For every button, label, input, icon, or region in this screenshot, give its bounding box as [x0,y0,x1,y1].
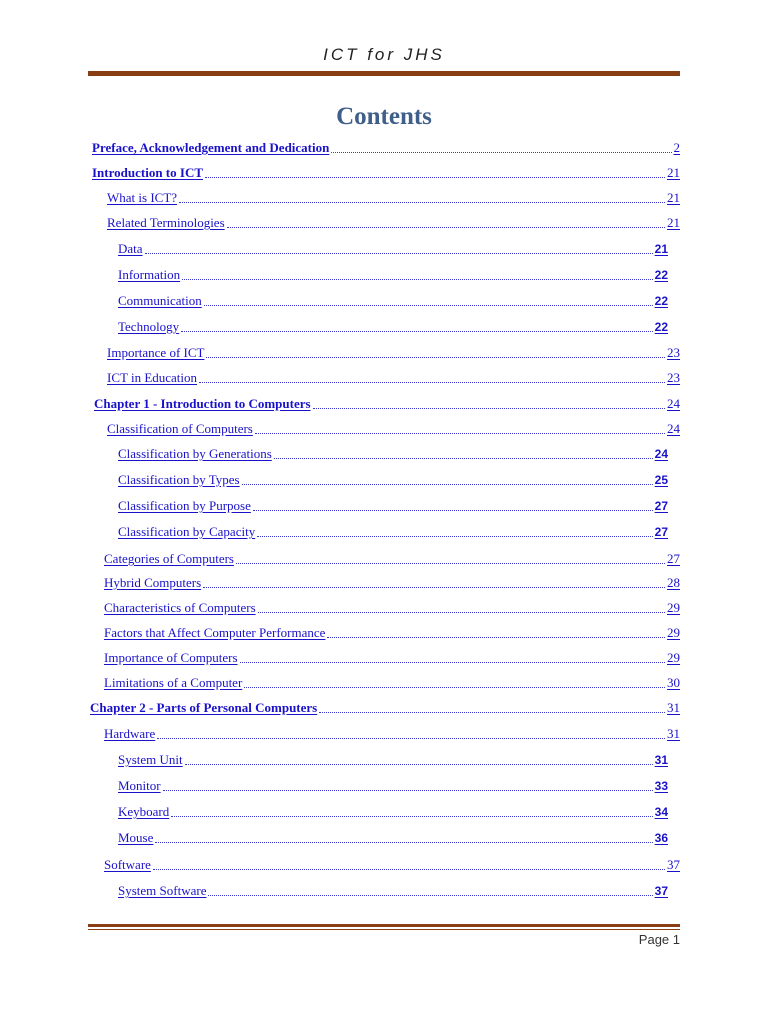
toc-leader [163,776,653,791]
toc-entry-label: Keyboard [118,804,170,819]
toc-leader [240,648,665,663]
toc-entry-characteristics-of-computers[interactable] [104,598,680,618]
toc-entry-categories-of-computers[interactable] [104,549,680,569]
toc-entry-page: 31 [654,753,668,767]
toc-leader [204,291,653,306]
toc-entry-factors-computer-performance[interactable] [104,623,680,643]
toc-entry-label: Classification by Generations [118,446,272,461]
toc-entry-system-unit[interactable] [118,750,668,770]
toc-entry-label: Software [104,857,151,872]
toc-leader [313,394,665,409]
toc-entry-page: 29 [667,650,680,665]
toc-entry-label: Classification by Types [118,472,240,487]
toc-leader [208,881,652,896]
toc-entry-page: 29 [667,625,680,640]
toc-entry-software[interactable] [104,855,680,875]
toc-entry-label: Preface, Acknowledgement and Dedication [92,140,330,155]
toc-leader [203,573,665,588]
toc-entry-label: Characteristics of Computers [104,600,256,615]
toc-entry-hardware[interactable] [104,724,680,744]
toc-entry-keyboard[interactable] [118,802,668,822]
toc-entry-page: 23 [667,345,680,360]
toc-entry-page: 22 [654,268,668,282]
toc-leader [145,239,653,254]
toc-entry-label: ICT in Education [107,370,198,385]
toc-entry-label: Communication [118,293,202,308]
toc-entry-label: Hardware [104,726,156,741]
toc-entry-label: Chapter 1 - Introduction to Computers [94,396,311,411]
toc-entry-chapter-1[interactable] [94,394,680,414]
toc-entry-page: 34 [654,805,668,819]
toc-entry-label: What is ICT? [107,190,178,205]
running-header: ICT for JHS [323,45,445,64]
footer-rule [88,924,680,927]
toc-entry-preface[interactable] [92,138,680,158]
header-rule [88,71,680,76]
toc-entry-label: Classification of Computers [107,421,253,436]
toc-entry-system-software[interactable] [118,881,668,901]
toc-entry-data[interactable] [118,239,668,259]
toc-leader [257,522,652,537]
toc-entry-label: Monitor [118,778,161,793]
toc-entry-introduction-to-ict[interactable] [92,163,680,183]
toc-entry-page: 21 [667,165,680,180]
toc-leader [242,470,653,485]
toc-entry-page: 30 [667,675,680,690]
toc-entry-monitor[interactable] [118,776,668,796]
toc-entry-page: 37 [654,884,668,898]
toc-leader [206,343,665,358]
toc-entry-label: Technology [118,319,180,334]
toc-entry-label: Importance of Computers [104,650,238,665]
toc-entry-what-is-ict[interactable] [107,188,680,208]
toc-entry-importance-of-computers[interactable] [104,648,680,668]
toc-entry-page: 29 [667,600,680,615]
toc-entry-page: 24 [667,396,680,411]
toc-entry-label: Information [118,267,181,282]
toc-entry-chapter-2[interactable] [90,698,680,718]
toc-leader [157,724,665,739]
toc-leader [179,188,665,203]
toc-entry-page: 24 [667,421,680,436]
toc-entry-label: Data [118,241,143,256]
toc-entry-label: Chapter 2 - Parts of Personal Computers [90,700,318,715]
toc-entry-importance-of-ict[interactable] [107,343,680,363]
page-title: Contents [336,103,432,130]
toc-leader [244,673,665,688]
toc-entry-label: System Unit [118,752,183,767]
toc-entry-classification-by-capacity[interactable] [118,522,668,542]
toc-entry-label: Related Terminologies [107,215,225,230]
toc-entry-ict-in-education[interactable] [107,368,680,388]
toc-leader [327,623,665,638]
toc-entry-page: 21 [654,242,668,256]
toc-leader [155,828,652,843]
toc-entry-page: 31 [667,700,680,715]
toc-entry-page: 28 [667,575,680,590]
toc-leader [181,317,652,332]
toc-entry-classification-of-computers[interactable] [107,419,680,439]
footer-rule-thin [88,929,680,930]
toc-entry-limitations-of-a-computer[interactable] [104,673,680,693]
toc-entry-page: 22 [654,320,668,334]
toc-entry-label: Factors that Affect Computer Performance [104,625,326,640]
toc-entry-page: 27 [654,525,668,539]
toc-leader [205,163,665,178]
toc-entry-page: 2 [673,140,680,155]
toc-leader [236,549,665,564]
toc-leader [171,802,652,817]
toc-entry-information[interactable] [118,265,668,285]
toc-entry-label: Classification by Purpose [118,498,251,513]
toc-entry-classification-by-types[interactable] [118,470,668,490]
toc-entry-technology[interactable] [118,317,668,337]
toc-leader [199,368,665,383]
toc-entry-page: 31 [667,726,680,741]
toc-entry-classification-by-generations[interactable] [118,444,668,464]
toc-entry-page: 33 [654,779,668,793]
toc-entry-page: 24 [654,447,668,461]
toc-leader [253,496,653,511]
toc-entry-label: Hybrid Computers [104,575,202,590]
toc-entry-page: 23 [667,370,680,385]
toc-entry-label: Categories of Computers [104,551,234,566]
toc-entry-label: System Software [118,883,207,898]
toc-entry-label: Classification by Capacity [118,524,256,539]
toc-entry-page: 22 [654,294,668,308]
toc-leader [255,419,665,434]
toc-leader [182,265,653,280]
toc-entry-page: 27 [654,499,668,513]
toc-entry-related-terminologies[interactable] [107,213,680,233]
toc-entry-label: Mouse [118,830,154,845]
toc-leader [185,750,653,765]
toc-leader [331,138,671,153]
toc-entry-label: Introduction to ICT [92,165,204,180]
toc-entry-hybrid-computers[interactable] [104,573,680,593]
toc-entry-page: 21 [667,215,680,230]
toc-entry-page: 27 [667,551,680,566]
toc-leader [258,598,665,613]
toc-entry-page: 36 [654,831,668,845]
toc-leader [319,698,665,713]
toc-entry-page: 21 [667,190,680,205]
toc-entry-page: 25 [654,473,668,487]
toc-entry-label: Importance of ICT [107,345,205,360]
toc-leader [153,855,665,870]
toc-leader [227,213,665,228]
toc-entry-classification-by-purpose[interactable] [118,496,668,516]
toc-entry-communication[interactable] [118,291,668,311]
toc-leader [274,444,653,459]
toc-entry-mouse[interactable] [118,828,668,848]
page-number: Page 1 [638,932,680,947]
toc-entry-page: 37 [667,857,680,872]
toc-entry-label: Limitations of a Computer [104,675,243,690]
